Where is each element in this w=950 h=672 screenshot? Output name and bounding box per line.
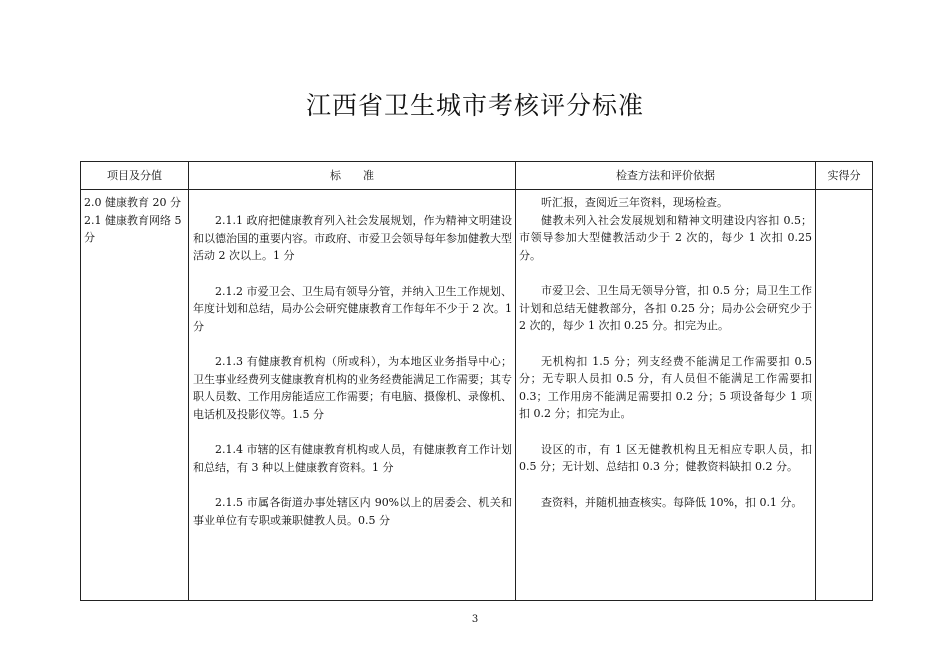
item-line: 2.1 健康教育网络 5 (84, 213, 182, 227)
check-text: 健教未列入社会发展规划和精神文明建设内容扣 0.5；市领导参加大型健教活动少于 2 次的，每少 1 次扣 0.25 分。 (519, 213, 812, 262)
page-title: 江西省卫生城市考核评分标准 (305, 91, 644, 120)
standard-cell (189, 190, 516, 601)
header-standard: 标 准 (189, 162, 516, 190)
scoring-table (80, 161, 873, 601)
check-intro: 听汇报，查阅近三年资料，现场检查。 (541, 196, 728, 209)
check-cell (516, 190, 816, 601)
header-item: 项目及分值 (81, 162, 189, 190)
item-cell (81, 190, 189, 601)
standard-text: 2.1.5 市属各街道办事处辖区内 90%以上的居委会、机关和事业单位有专职或兼职健教人员。0.5 分 (193, 496, 512, 527)
header-score: 实得分 (816, 162, 873, 190)
item-line: 分 (84, 231, 95, 244)
standard-text: 2.1.3 有健康教育机构（所或科），为本地区业务指导中心；卫生事业经费列支健康教育机构的业务经费能满足工作需要；其专职人员数、工作用房能适应工作需要；有电脑、摄像机、录像机、电话机及投影仪等。1.5 分 (193, 355, 512, 421)
check-text: 查资料，并随机抽查核实。每降低 10%，扣 0.1 分。 (541, 495, 803, 509)
standard-text: 2.1.2 市爱卫会、卫生局有领导分管，并纳入卫生工作规划、年度计划和总结，局办公会研究健康教育工作每年不少于 2 次。1 分 (193, 284, 512, 333)
page-number: 3 (471, 614, 479, 625)
check-text: 设区的市，有 1 区无健教机构且无相应专职人员，扣 0.5 分；无计划、总结扣 0.3 分；健教资料缺扣 0.2 分。 (519, 442, 812, 473)
score-cell (816, 190, 873, 601)
table-header-row (81, 162, 873, 190)
item-line: 2.0 健康教育 20 分 (84, 196, 181, 209)
standard-text: 2.1.4 市辖的区有健康教育机构或人员，有健康教育工作计划和总结，有 3 种以上健康教育资料。1 分 (193, 443, 512, 474)
table-row (81, 190, 873, 601)
check-text: 无机构扣 1.5 分；列支经费不能满足工作需要扣 0.5 分；无专职人员扣 0.5 分，有人员但不能满足工作需要扣 0.3；工作用房不能满足需要扣 0.2 分；5 项设备每少 1 项扣 0.2 分；扣完为止。 (519, 354, 812, 420)
check-text: 市爱卫会、卫生局无领导分管，扣 0.5 分；局卫生工作计划和总结无健教部分，各扣 0.25 分；局办公会研究少于 2 次的，每少 1 次扣 0.25 分。扣完为止。 (519, 284, 812, 332)
header-check: 检查方法和评价依据 (516, 162, 816, 190)
standard-text: 2.1.1 政府把健康教育列入社会发展规划，作为精神文明建设和以德治国的重要内容。市政府、市爱卫会领导每年参加健教大型活动 2 次以上。1 分 (193, 214, 512, 262)
